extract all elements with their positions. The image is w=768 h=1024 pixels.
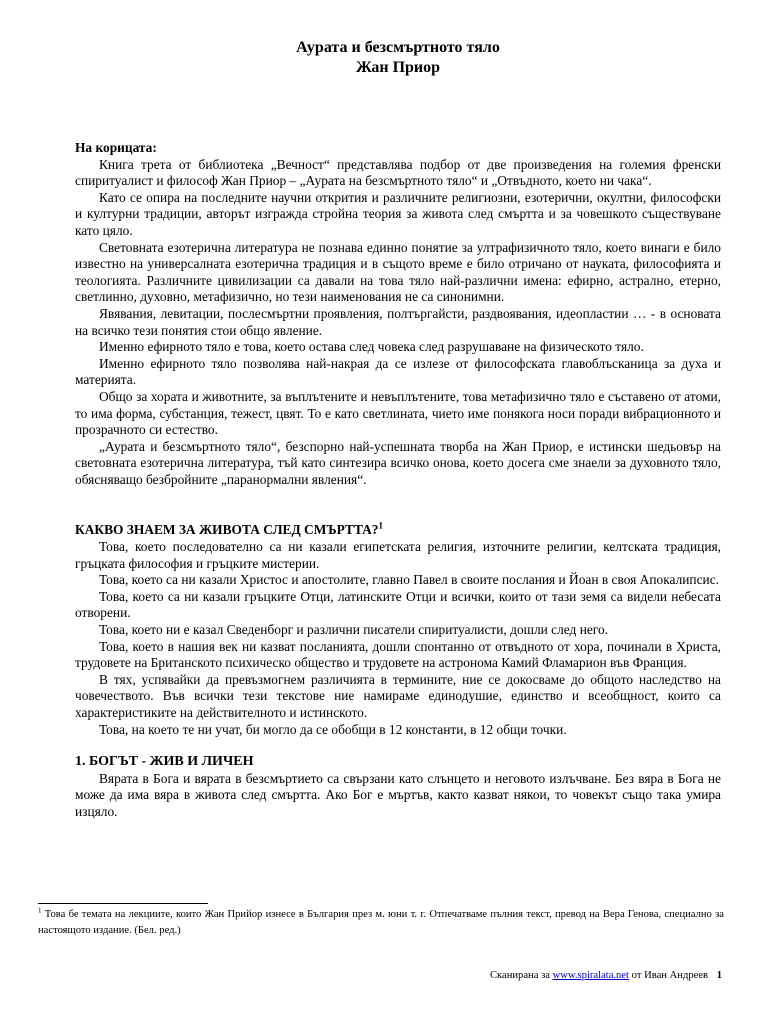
cover-paragraph: Именно ефирното тяло е това, което остава след човека след разрушаване на физическото тяло. [99, 339, 644, 355]
section-heading: КАКВО ЗНАЕМ ЗА ЖИВОТА СЛЕД СМЪРТТА?$^1$ [75, 521, 383, 538]
section-life-after-death [75, 522, 721, 738]
footer-prefix: Сканирана за [489, 970, 550, 981]
cover-paragraph: Именно ефирното тяло позволява най-накрая да се излезе от философската главоблъсканица за духа и материята. [75, 355, 721, 388]
section-paragraph: Вярата в Бога и вярата в безсмъртието са свързани като слънцето и неговото излъчване. Без вяра в Бога не може да има вяра в живота след смъртта. Ако Бог е мъртъв, както казват някои, то човекът също така умира изцяло. [75, 770, 721, 819]
footnote-text: Това бе темата на лекциите, които Жан Прийор изнесе в България през м. юни т. г. Отпечатваме пълния текст, превод на Вера Генова, специално за настоящото издание. (Бел. ред.) [38, 909, 725, 936]
cover-paragraph: Като се опира на последните научни открития и различните религиозни, езотерични, окултни, философски и културни традиции, авторът изгражда стройна теория за живота след смъртта и за човешкото съществуване като цяло. [75, 189, 721, 238]
section-paragraph: Това, на което те ни учат, би могло да се обобщи в 12 константи, в 12 общи точки. [99, 721, 567, 737]
cover-paragraph: Общо за хората и животните, за въплътените и невъплътените, това метафизично тяло е съставено от атоми, то има форма, субстанция, тежест, цвят. То е като светлината, чието име понякога носи поради вибрационното и прозрачното си естество. [75, 388, 721, 438]
cover-paragraph: „Аурата и безсмъртното тяло“, безспорно най-успешната творба на Жан Приор, е истински шедьовър на световната езотерична литература, тъй като синтезира всичко онова, което досега сме знаели за духовното тяло, обясняващо безбройните „паранормални явления“. [75, 438, 721, 487]
section-paragraph: Това, което в нашия век ни казват посланията, дошли спонтанно от отвъдното от хора, починали в Христа, трудовете на Британското психическо общество и трудовете на астронома Камий Фламарион във Франция. [75, 638, 721, 671]
cover-label: На корицата: [75, 140, 157, 155]
footer-suffix: от Иван Андреев [631, 970, 709, 981]
page-number: 1 [716, 970, 722, 981]
section-heading: 1. БОГЪТ - ЖИВ И ЛИЧЕН [75, 754, 254, 770]
section-paragraph: Това, което са ни казали Христос и апостолите, главно Павел в своите послания и Йоан в своя Апокалипсис. [99, 572, 719, 588]
section-paragraph: Това, което са ни казали гръцките Отци, латинските Отци и всички, които от тази земя са видели небесата отворени. [75, 588, 721, 621]
footnote-mark: 1 [38, 906, 42, 915]
section-paragraph: В тях, успявайки да превъзмогнем различията в термините, ние се докосваме до общото наследство на човечеството. Във всички тези текстове ние намираме единодушие, единство и всеобщност, които са характеристиките на действителното и истинското. [75, 671, 721, 720]
document-title: Аурата и безсмъртното тяло [296, 39, 500, 56]
footnote-divider [38, 903, 208, 904]
section-paragraph: Това, което последователно са ни казали египетската религия, източните религии, келтската традиция, гръцката философия и гръцките мистерии. [75, 539, 721, 571]
cover-paragraph: Световната езотерична литература не познава единно понятие за ултрафизичното тяло, което винаги е било известно на универсалната езотерична традиция и в същото време е било отричано от науката, философията и теологията. Различните цивилизации са давали на това тяло най-различни имена: ефирно, астрално, етерно, светлинно, духовно, метафизично, но тези наименования не са синонимни. [75, 239, 721, 305]
section-paragraph: Това, което ни е казал Сведенборг и различни писатели спиритуалисти, дошли след него. [99, 622, 609, 638]
footnote-reference: 1 [378, 521, 383, 531]
cover-paragraph: Явявания, левитации, послесмъртни проявления, полтъргайсти, раздвоявания, идеопластии … - в основата на всичко тези понятия стои общо явление. [75, 305, 721, 338]
document-author: Жан Приор [355, 59, 441, 76]
page-footer [490, 969, 722, 983]
footer-link[interactable]: www.spiralata.net [552, 970, 629, 981]
cover-section [75, 140, 721, 488]
section-god-alive [75, 754, 721, 820]
footnote [38, 907, 724, 938]
cover-paragraph: Книга трета от библиотека „Вечност“ представлява подбор от две произведения на големия френски спиритуалист и философ Жан Приор – „Аурата на безсмъртното тяло“ и „Отвъдното, което ни чака“. [75, 156, 721, 189]
